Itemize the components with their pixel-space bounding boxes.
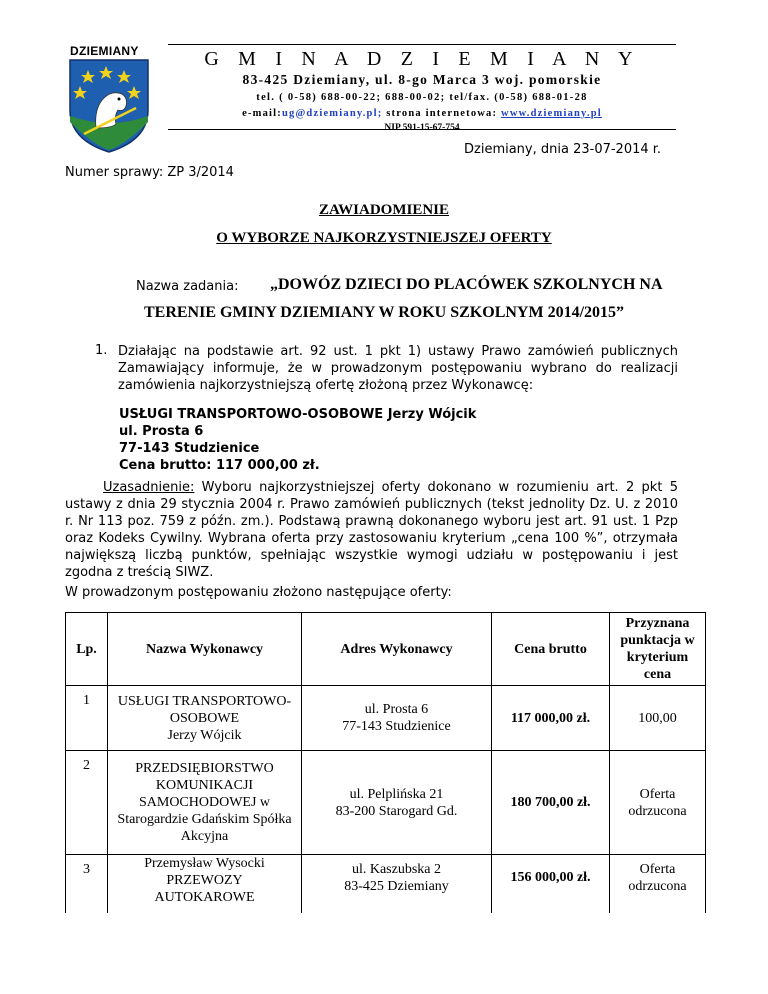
header-price: Cena brutto xyxy=(492,613,610,686)
header-rule-bottom xyxy=(168,129,676,130)
justification-text: Wyboru najkorzystniejszej oferty dokonano w rozumieniu art. 2 pkt 5 ustawy z dnia 29 stycznia 2004 r. Prawo zamówień publicznych (tekst jednolity Dz. U. z 2010 r. Nr 113 poz. 759 z późn. zm.). Podstawą prawną dokonanego wyboru jest art. 91 ust. 1 Pzp oraz Kodeks Cywilny. Wybrana oferta przy zastosowaniu kryterium „cena 100 %”, otrzymała największą liczbą punktów, spełniając wszystkie wymogi udziału w postępowaniu i jest zgodna z treścią SIWZ. xyxy=(65,480,678,580)
notice-subtitle: O WYBORZE NAJKORZYSTNIEJSZEJ OFERTY xyxy=(216,230,552,246)
winner-block xyxy=(119,406,476,474)
winner-name: USŁUGI TRANSPORTOWO-OSOBOWE Jerzy Wójcik xyxy=(119,407,477,422)
table-header-row xyxy=(66,613,706,686)
task-label: Nazwa zadania: xyxy=(136,279,239,294)
cell-address xyxy=(302,686,492,751)
email-link[interactable]: ug@dziemiany.pl; xyxy=(281,108,383,119)
header-address: Adres Wykonawcy xyxy=(302,613,492,686)
table-row xyxy=(66,751,706,855)
name-line: KOMUNIKACJI xyxy=(155,778,254,793)
cell-price: 117 000,00 zł. xyxy=(492,686,610,751)
logo-label: DZIEMIANY xyxy=(70,44,139,58)
score-line: odrzucona xyxy=(628,879,687,894)
winner-street: ul. Prosta 6 xyxy=(119,424,204,439)
offers-intro: W prowadzonym postępowaniu złożono następujące oferty: xyxy=(65,585,452,600)
point-1-number: 1. xyxy=(95,343,108,358)
point-1-text: Działając na podstawie art. 92 ust. 1 pkt 1) ustawy Prawo zamówień publicznych Zamawiający informuje, że w prowadzonym postępowaniu wybrano do realizacji zamówienia najkorzystniejszą ofertę złożoną przez Wykonawcę: xyxy=(118,344,678,393)
task-name-line-1: „DOWÓZ DZIECI DO PLACÓWEK SZKOLNYCH NA xyxy=(270,276,663,293)
justification-label: Uzasadnienie: xyxy=(103,480,195,495)
score-line: 100,00 xyxy=(638,710,677,726)
offers-table xyxy=(65,612,706,913)
notice-title: ZAWIADOMIENIE xyxy=(318,202,450,218)
winner-city: 77-143 Studzienice xyxy=(119,441,260,456)
cell-address xyxy=(302,751,492,855)
email-label: e-mail: xyxy=(242,108,282,119)
header-contact-line xyxy=(168,108,676,119)
name-line: Jerzy Wójcik xyxy=(167,727,242,743)
name-line: AUTOKAROWE xyxy=(154,890,255,905)
address-line: ul. Prosta 6 xyxy=(364,702,429,717)
address-line: 83-200 Starogard Gd. xyxy=(335,803,458,819)
justification-paragraph xyxy=(65,479,678,581)
address-line: 77-143 Studzienice xyxy=(342,719,451,734)
website-label: strona internetowa: xyxy=(382,108,502,119)
header-nip: NIP 591-15-67-754 xyxy=(384,123,460,133)
name-line: Akcyjna xyxy=(180,829,229,844)
winner-price: Cena brutto: 117 000,00 zł. xyxy=(119,458,320,473)
header-rule-top xyxy=(168,44,676,45)
cell-lp: 2 xyxy=(66,751,108,855)
header-name: Nazwa Wykonawcy xyxy=(108,613,302,686)
address-line: ul. Pelplińska 21 xyxy=(349,786,444,802)
municipality-title: G M I N A D Z I E M I A N Y xyxy=(204,48,640,70)
score-line: odrzucona xyxy=(628,803,687,819)
header-phones: tel. ( 0-58) 688-00-22; 688-00-02; tel/fax. (0-58) 688-01-28 xyxy=(256,92,588,103)
cell-score xyxy=(610,855,706,913)
cell-address xyxy=(302,855,492,913)
score-line: Oferta xyxy=(639,862,676,877)
place-date: Dziemiany, dnia 23-07-2014 r. xyxy=(464,142,662,157)
cell-name xyxy=(108,855,302,913)
name-line: Starogardzie Gdańskim Spółka xyxy=(117,812,292,827)
name-line: USŁUGI TRANSPORTOWO- xyxy=(117,693,292,709)
cell-name xyxy=(108,686,302,751)
header-address: 83-425 Dziemiany, ul. 8-go Marca 3 woj. pomorskie xyxy=(242,72,602,87)
name-line: Przemysław Wysocki xyxy=(144,856,265,871)
cell-lp: 3 xyxy=(66,855,108,913)
cell-name xyxy=(108,751,302,855)
cell-price: 180 700,00 zł. xyxy=(492,751,610,855)
name-line: OSOBOWE xyxy=(169,710,240,726)
header-score: Przyznana punktacja w kryterium cena xyxy=(610,613,706,686)
name-line: PRZEWOZY xyxy=(166,873,243,888)
header-lp: Lp. xyxy=(66,613,108,686)
coat-of-arms-icon xyxy=(66,58,152,154)
name-line: PRZEDSIĘBIORSTWO xyxy=(135,761,274,776)
table-row xyxy=(66,855,706,913)
website-link[interactable]: www.dziemiany.pl xyxy=(501,108,602,119)
task-name-line-2: TERENIE GMINY DZIEMIANY W ROKU SZKOLNYM 2014/2015” xyxy=(143,304,625,321)
address-line: ul. Kaszubska 2 xyxy=(351,862,442,877)
table-row xyxy=(66,686,706,751)
cell-score xyxy=(610,751,706,855)
cell-lp: 1 xyxy=(66,686,108,751)
cell-score xyxy=(610,686,706,751)
score-line: Oferta xyxy=(639,786,676,802)
cell-price: 156 000,00 zł. xyxy=(492,855,610,913)
name-line: SAMOCHODOWEJ w xyxy=(138,795,271,810)
address-line: 83-425 Dziemiany xyxy=(344,879,449,894)
case-number: Numer sprawy: ZP 3/2014 xyxy=(65,165,234,180)
